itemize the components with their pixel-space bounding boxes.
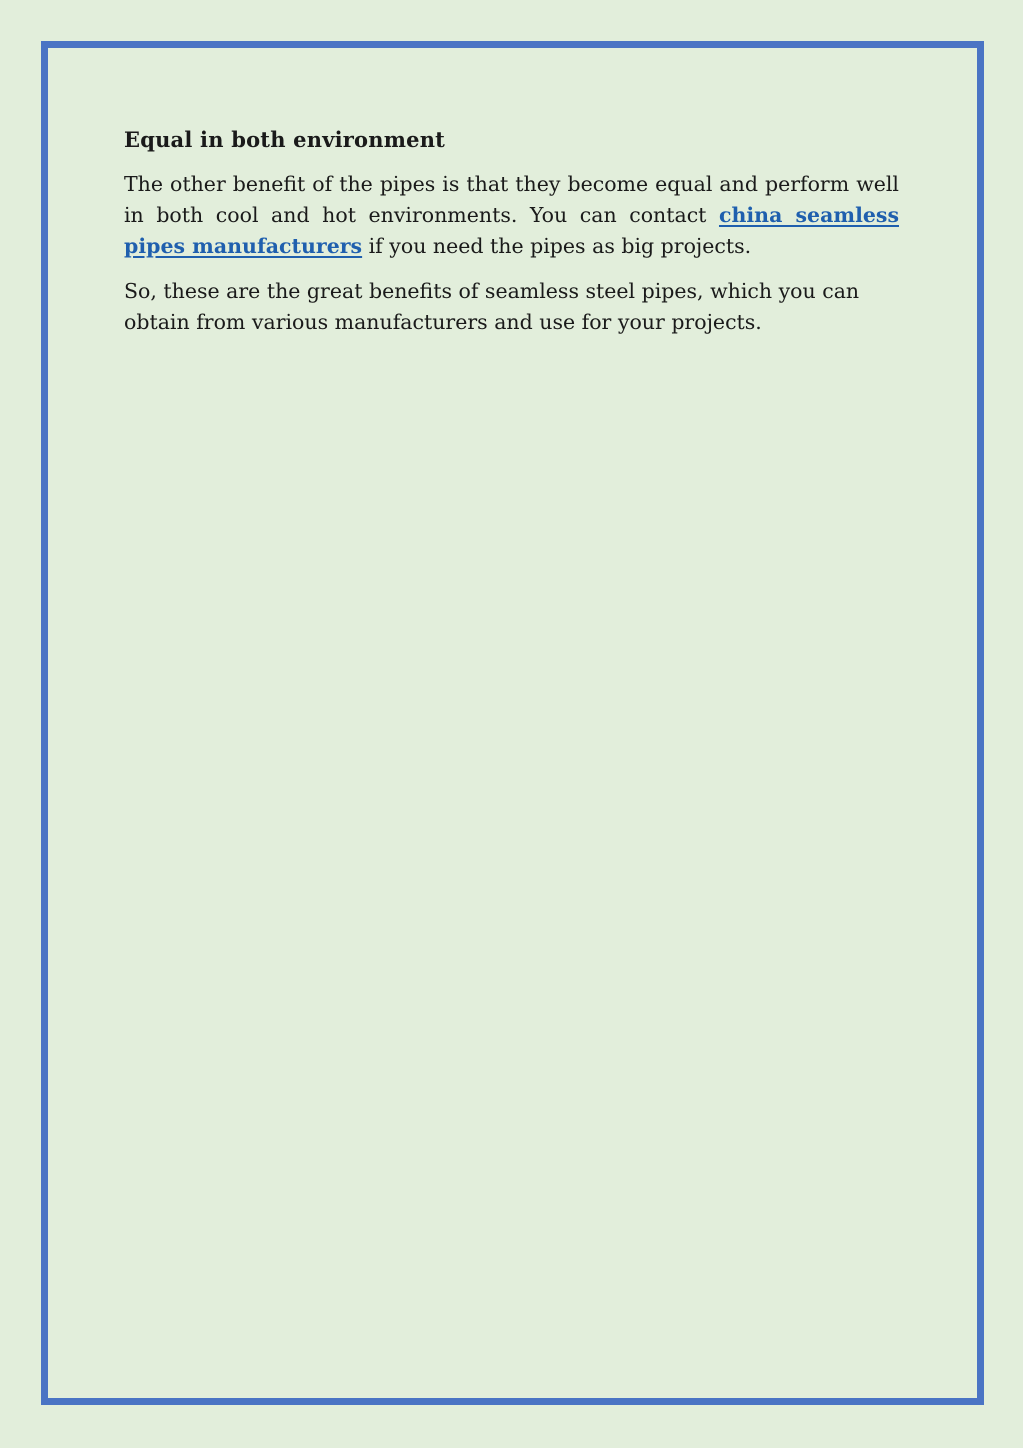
paragraph-text-after-link: if you need the pipes as big projects.	[362, 234, 752, 258]
document-content	[124, 124, 899, 352]
paragraph-text-before-link: The other benefit of the pipes is that they become equal and perform well in both cool and hot environments. You can contact	[124, 172, 899, 227]
manufacturers-link[interactable]: china seamless pipes manufacturers	[124, 203, 899, 258]
paragraph-benefit	[124, 169, 899, 262]
section-heading: Equal in both environment	[124, 127, 446, 152]
paragraph-summary: So, these are the great benefits of seamless steel pipes, which you can obtain from various manufacturers and use for your projects.	[124, 279, 860, 334]
